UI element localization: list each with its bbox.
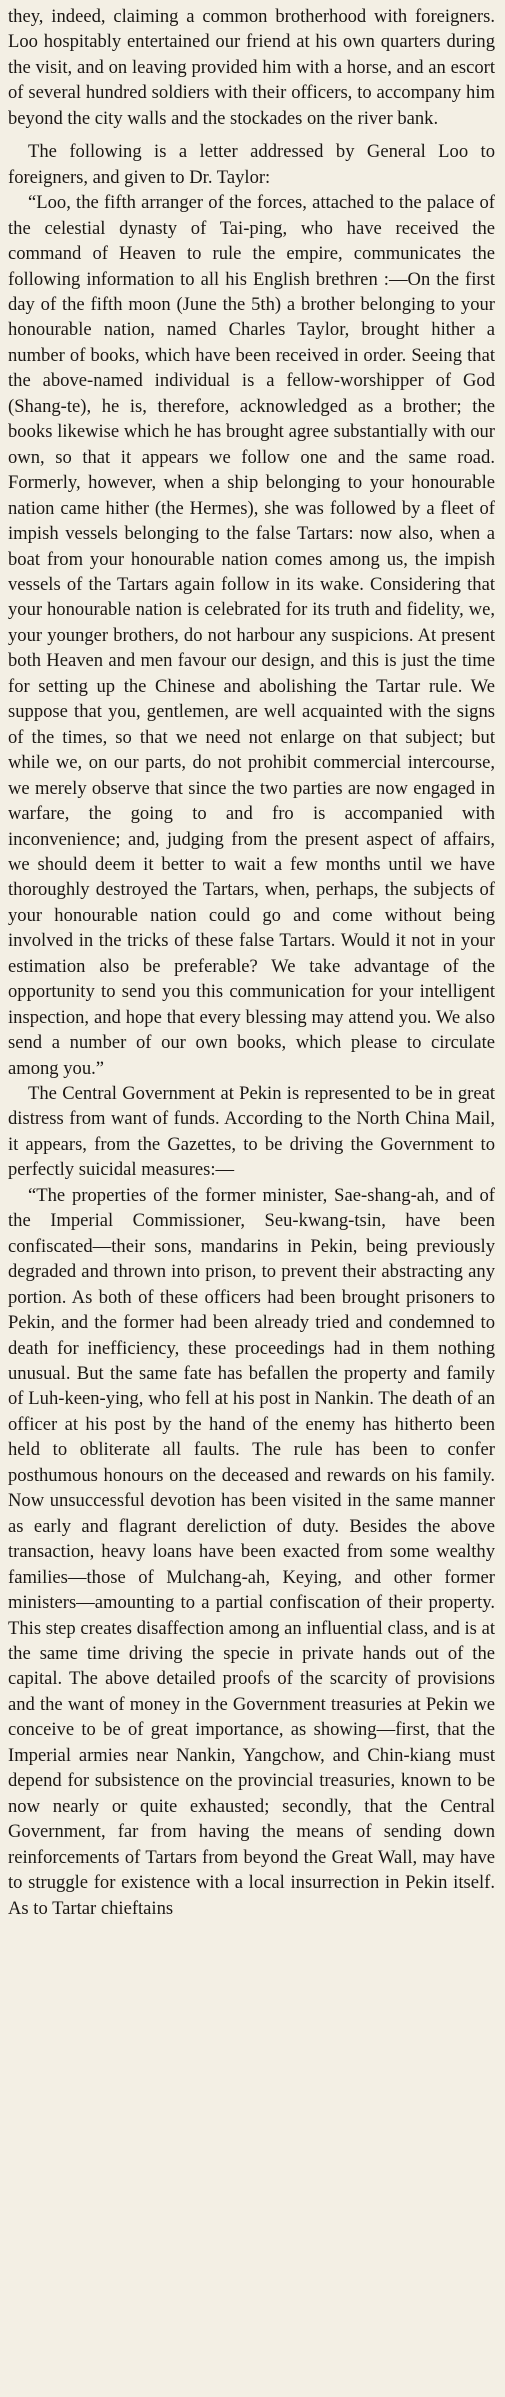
paragraph-quoted-report: “The properties of the former minister, Sae-shang-ah, and of the Imperial Commissioner, Seu-kwang-tsin, have been confiscated—their sons, mandarins in Pekin, being previously degraded and thrown into prison, to prevent their abstracting any portion. As both of these officers had been brought prisoners to Pekin, and the former had been already tried and condemned to death for inefficiency, these proceedings had in them nothing unusual. But the same fate has befallen the property and family of Luh-keen-ying, who fell at his post in Nankin. The death of an officer at his post by the hand of the enemy has hitherto been held to obliterate all faults. The rule has been to confer posthumous honours on the deceased and rewards on his family. Now unsuccessful devotion has been visited in the same manner as early and flagrant dereliction of duty. Besides the above transaction, heavy loans have been exacted from some wealthy families—those of Mulchang-ah, Keying, and other former ministers—amounting to a partial confiscation of their property. This step creates disaffection among an influential class, and is at the same time driving the specie in private hands out of the capital. The above detailed proofs of the scarcity of provisions and the want of money in the Government treasuries at Pekin we conceive to be of great importance, as showing—first, that the Imperial armies near Nankin, Yangchow, and Chin-kiang must depend for subsistence on the provincial treasuries, known to be now nearly or quite exhausted; secondly, that the Central Government, far from having the means of sending down reinforcements of Tartars from beyond the Great Wall, may have to struggle for existence with a local insurrection in Pekin itself. As to Tartar chieftains: [8, 1184, 495, 1919]
paragraph-letter-intro: The following is a letter addressed by General Loo to foreigners, and given to Dr. Taylor:: [8, 141, 495, 188]
paragraph-pekin-funds: The Central Government at Pekin is represented to be in great distress from want of funds. According to the North China Mail, it appears, from the Gazettes, to be driving the Government to perfectly suicidal measures:—: [8, 1083, 495, 1181]
paragraph-letter-text: “Loo, the fifth arranger of the forces, attached to the palace of the celestial dynasty of Tai-ping, who have received the command of Heaven to rule the empire, communicates the following information to all his English brethren :—On the first day of the fifth moon (June the 5th) a brother belonging to your honourable nation, named Charles Taylor, brought hither a number of books, which have been received in order. Seeing that the above-named individual is a fellow-worshipper of God (Shang-te), he is, therefore, acknowledged as a brother; the books likewise which he has brought agree substantially with our own, so that it appears we follow one and the same road. Formerly, however, when a ship belonging to your honourable nation came hither (the Hermes), she was followed by a fleet of impish vessels belonging to the false Tartars: now also, when a boat from your honourable nation comes among us, the impish vessels of the Tartars again follow in its wake. Considering that your honourable nation is celebrated for its truth and fidelity, we, your younger brothers, do not harbour any suspicions. At present both Heaven and men favour our design, and this is just the time for setting up the Chinese and abolishing the Tartar rule. We suppose that you, gentlemen, are well acquainted with the signs of the times, so that we need not enlarge on that subject; but while we, on our parts, do not prohibit commercial intercourse, we merely observe that since the two parties are now engaged in warfare, the going to and fro is accompanied with inconvenience; and, judging from the present aspect of affairs, we should deem it better to wait a few months until we have thoroughly destroyed the Tartars, when, perhaps, the subjects of your honourable nation could go and come without being involved in the tricks of these false Tartars. Would it not in your estimation also be preferable? We take advantage of the opportunity to send you this communication for your intelligent inspection, and hope that every blessing may attend you. We also send a number of our own books, which please to circulate among you.”: [8, 192, 495, 1079]
paragraph-continuation: they, indeed, claiming a common brotherhood with foreigners. Loo hospitably entertained our friend at his own quarters during the visit, and on leaving provided him with a horse, and an escort of several hundred soldiers with their officers, to accompany him beyond the city walls and the stockades on the river bank.: [8, 6, 495, 129]
paragraph-gap: [8, 131, 495, 139]
